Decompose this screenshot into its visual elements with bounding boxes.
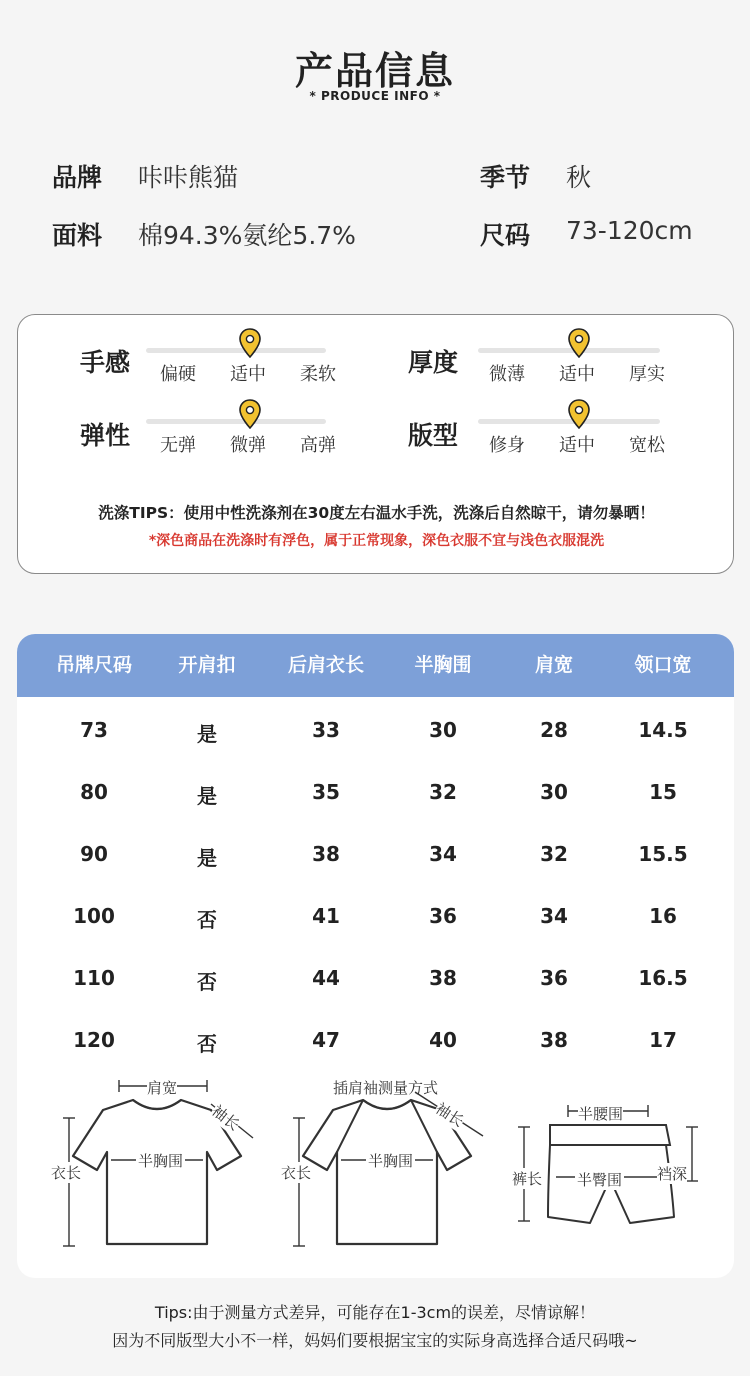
slider-option: 柔软 (300, 364, 336, 385)
table-cell: 17 (649, 1028, 677, 1052)
fabric-value: 棉94.3%氨纶5.7% (138, 221, 356, 250)
table-cell: 否 (197, 970, 217, 994)
wash-warning: *深色商品在洗涤时有浮色，属于正常现象，深色衣服不宜与浅色衣服混洗 (148, 533, 605, 549)
header-cell: 开肩扣 (178, 654, 236, 676)
attr-label: 手感 (80, 348, 131, 377)
table-cell: 90 (80, 842, 108, 866)
wash-tips: 洗涤TIPS：使用中性洗涤剂在30度左右温水手洗，洗涤后自然晾干，请勿暴晒！ (98, 504, 655, 522)
size-value: 73-120cm (566, 216, 693, 245)
header-cell: 肩宽 (534, 654, 574, 676)
slider-option: 微薄 (489, 364, 525, 385)
size-label: 尺码 (480, 221, 531, 250)
slider-option: 无弹 (160, 435, 196, 456)
table-cell: 32 (429, 780, 457, 804)
page-title: 产品信息 (294, 49, 455, 93)
location-pin-icon (239, 328, 261, 358)
chest-label: 半胸围 (368, 1152, 414, 1170)
table-cell: 30 (429, 718, 457, 742)
table-cell: 40 (429, 1028, 457, 1052)
table-cell: 34 (540, 904, 568, 928)
table-cell: 80 (80, 780, 108, 804)
table-cell: 73 (80, 718, 108, 742)
attribute-panel (17, 314, 734, 574)
fabric-label: 面料 (52, 221, 103, 250)
table-cell: 35 (312, 780, 340, 804)
slider-option: 宽松 (629, 435, 665, 456)
table-cell: 44 (312, 966, 340, 990)
attr-label: 弹性 (80, 421, 131, 450)
header-cell: 后肩衣长 (287, 654, 365, 676)
sleeve-label: 袖长 (208, 1101, 244, 1135)
table-cell: 14.5 (638, 718, 688, 742)
brand-label: 品牌 (52, 163, 103, 192)
footer-note: 因为不同版型大小不一样，妈妈们要根据宝宝的实际身高选择合适尺码哦~ (112, 1331, 638, 1350)
table-cell: 38 (429, 966, 457, 990)
table-cell: 110 (73, 966, 115, 990)
attr-label: 厚度 (408, 348, 459, 377)
location-pin-icon (568, 399, 590, 429)
table-cell: 38 (540, 1028, 568, 1052)
location-pin-icon (239, 399, 261, 429)
table-cell: 38 (312, 842, 340, 866)
table-cell: 16.5 (638, 966, 688, 990)
slider-option: 偏硬 (160, 364, 196, 385)
table-cell: 是 (197, 846, 217, 870)
table-cell: 否 (197, 1032, 217, 1056)
raglan-caption: 插肩袖测量方式 (333, 1079, 439, 1097)
slider-track (146, 419, 326, 424)
season-label: 季节 (480, 163, 531, 192)
table-cell: 100 (73, 904, 115, 928)
header-cell: 领口宽 (634, 654, 692, 676)
header-cell: 半胸围 (414, 654, 472, 676)
slider-option-selected: 微弹 (230, 435, 266, 456)
footer-tip: Tips:由于测量方式差异，可能存在1-3cm的误差，尽情谅解！ (154, 1303, 596, 1322)
length-label: 衣长 (51, 1164, 82, 1182)
table-cell: 否 (197, 908, 217, 932)
table-cell: 是 (197, 722, 217, 746)
table-cell: 30 (540, 780, 568, 804)
size-chart-card (17, 634, 734, 1278)
table-cell: 33 (312, 718, 340, 742)
table-cell: 16 (649, 904, 677, 928)
chest-label: 半胸围 (138, 1152, 184, 1170)
slider-option: 高弹 (300, 435, 336, 456)
slider-option-selected: 适中 (559, 364, 595, 385)
table-cell: 15.5 (638, 842, 688, 866)
table-cell: 32 (540, 842, 568, 866)
table-cell: 120 (73, 1028, 115, 1052)
table-cell: 36 (429, 904, 457, 928)
attr-label: 版型 (408, 421, 459, 450)
table-cell: 是 (197, 784, 217, 808)
hip-label: 半臀围 (577, 1171, 623, 1189)
season-value: 秋 (566, 163, 592, 192)
table-cell: 36 (540, 966, 568, 990)
header-cell: 吊牌尺码 (55, 654, 133, 676)
waist-label: 半腰围 (578, 1105, 624, 1123)
slider-option: 修身 (489, 435, 525, 456)
table-cell: 47 (312, 1028, 340, 1052)
location-pin-icon (568, 328, 590, 358)
table-cell: 34 (429, 842, 457, 866)
slider-option-selected: 适中 (559, 435, 595, 456)
slider-track (146, 348, 326, 353)
table-cell: 15 (649, 780, 677, 804)
length-label: 衣长 (281, 1164, 312, 1182)
length-label: 裤长 (512, 1170, 543, 1188)
table-cell: 41 (312, 904, 340, 928)
sleeve-label: 袖长 (432, 1099, 468, 1131)
page-subtitle: * PRODUCE INFO * (309, 89, 441, 103)
shoulder-label: 肩宽 (147, 1079, 178, 1097)
brand-value: 咔咔熊猫 (138, 163, 239, 192)
rise-label: 裆深 (657, 1165, 688, 1183)
slider-option-selected: 适中 (230, 364, 266, 385)
size-table-header (17, 634, 734, 697)
table-cell: 28 (540, 718, 568, 742)
slider-option: 厚实 (629, 364, 665, 385)
